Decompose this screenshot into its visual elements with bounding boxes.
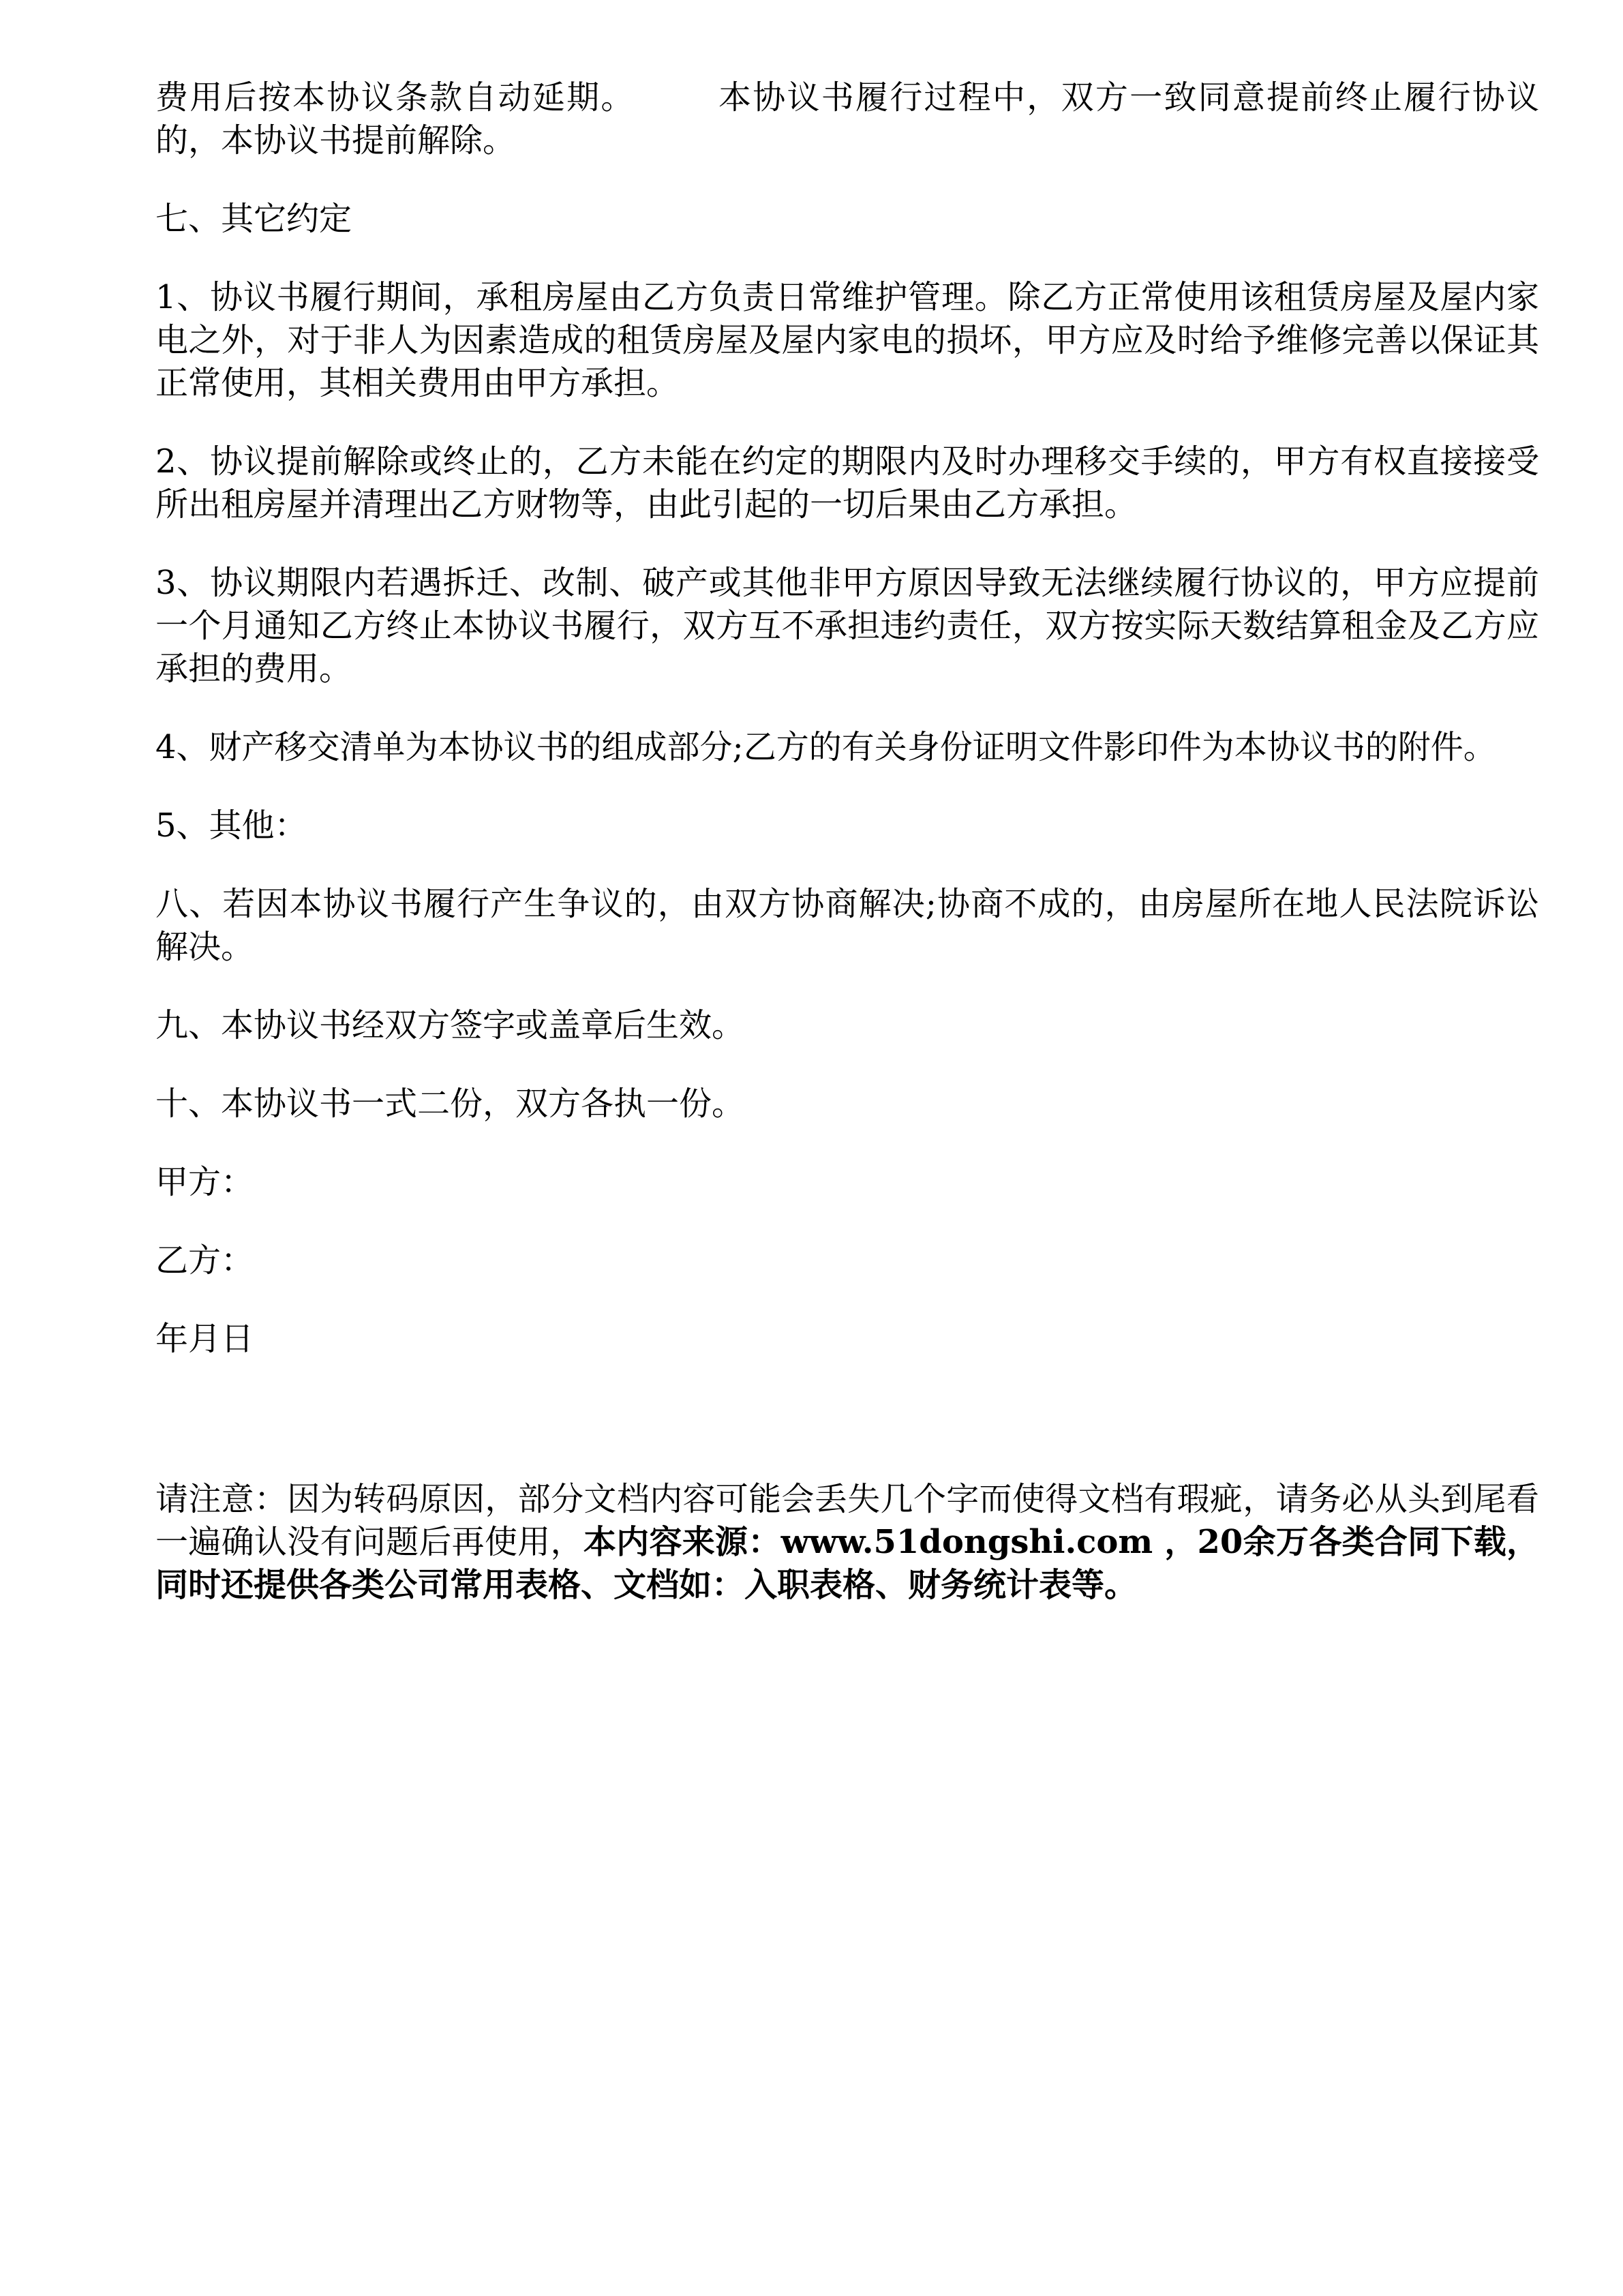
party-a-label: 甲方： xyxy=(155,1163,254,1201)
section9-paragraph: 九、本协议书经双方签字或盖章后生效。 xyxy=(155,1006,745,1044)
notice-normal-text: 请注意：因为转码原因，部分文档内容可能会丢失几个字而使得文档有瑕疵，请务必从头到尾看一遍确认没有问题后再使用， xyxy=(155,1480,1539,1561)
intro-part2: 本协议书履行过程中，双方一致同意提前终止履行协议的，本协议书提前解除。 xyxy=(155,78,1539,160)
party-b-label: 乙方： xyxy=(155,1241,254,1280)
clause-1: 1、协议书履行期间，承租房屋由乙方负责日常维护管理。除乙方正常使用该租赁房屋及屋内家电之外，对于非人为因素造成的租赁房屋及屋内家电的损坏，甲方应及时给予维修完善以保证其正常使用，其相关费用由甲方承担。 xyxy=(155,278,1539,402)
section7-heading: 七、其它约定 xyxy=(155,200,352,238)
section10-paragraph: 十、本协议书一式二份，双方各执一份。 xyxy=(155,1085,745,1123)
section8-paragraph: 八、若因本协议书履行产生争议的，由双方协商解决;协商不成的，由房屋所在地人民法院诉讼解决。 xyxy=(155,885,1539,966)
clause-5: 5、其他： xyxy=(155,806,307,845)
clause-2: 2、协议提前解除或终止的，乙方未能在约定的期限内及时办理移交手续的，甲方有权直接接受所出租房屋并清理出乙方财物等，由此引起的一切后果由乙方承担。 xyxy=(155,442,1539,524)
clause-3: 3、协议期限内若遇拆迁、改制、破产或其他非甲方原因导致无法继续履行协议的，甲方应提前一个月通知乙方终止本协议书履行，双方互不承担违约责任，双方按实际天数结算租金及乙方应承担的费用。 xyxy=(155,564,1539,688)
date-line: 年月日 xyxy=(155,1320,254,1358)
intro-part1: 费用后按本协议条款自动延期。 xyxy=(155,78,635,117)
transcoding-notice xyxy=(155,1478,1539,1607)
clause-4: 4、财产移交清单为本协议书的组成部分;乙方的有关身份证明文件影印件为本协议书的附件。 xyxy=(155,728,1496,766)
document-page xyxy=(155,76,1539,1607)
notice-source-text: 本内容来源：www.51dongshi.com ，20余万各类合同下载，同时还提供各类公司常用表格、文档如：入职表格、财务统计表等。 xyxy=(155,1523,1539,1604)
intro-paragraph xyxy=(155,76,1539,162)
